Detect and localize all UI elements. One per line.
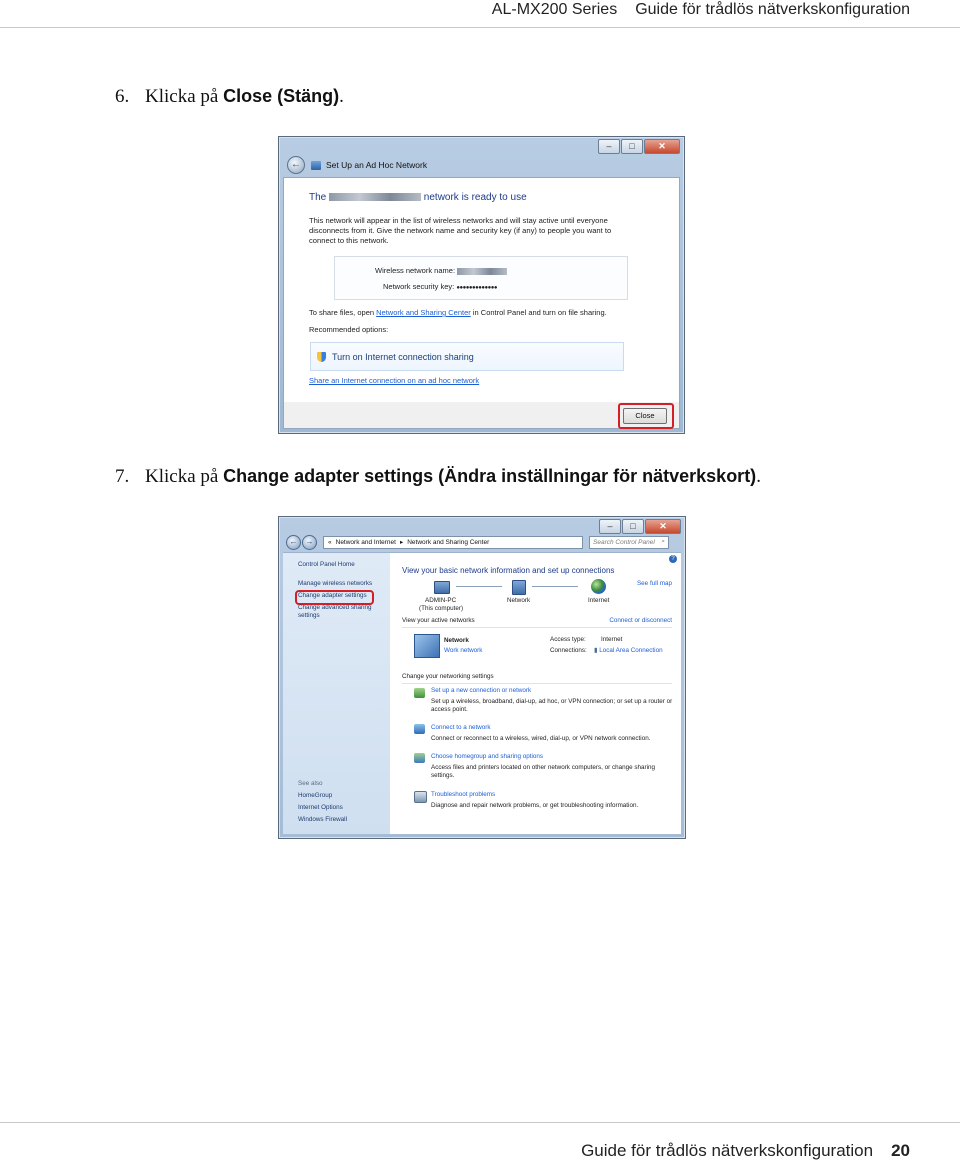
access-type-label: Access type: [550,636,586,643]
step-ui-label: Change adapter settings (Ändra inställningar för nätverkskort) [223,466,757,486]
computer-icon [434,581,450,594]
change-advanced-sharing-link-cont[interactable]: settings [298,612,320,619]
step-number: 7. [115,466,130,487]
forward-arrow-icon[interactable]: → [302,535,317,550]
manage-wireless-link[interactable]: Manage wireless networks [298,580,373,587]
access-type-value: Internet [601,636,623,643]
step-ui-label: Close (Stäng) [223,86,340,106]
map-network-label: Network [507,597,531,604]
network-name-label: Wireless network name: [375,266,456,275]
troubleshoot-desc: Diagnose and repair network problems, or get troubleshooting information. [431,802,639,809]
breadcrumb-network-internet[interactable]: Network and Internet [335,538,396,546]
screenshot-adhoc-dialog [278,136,685,434]
close-icon[interactable]: ✕ [645,519,681,534]
screenshot-network-sharing-center [278,516,686,839]
breadcrumb-overflow[interactable]: « [328,538,332,546]
new-connection-icon [414,688,425,698]
page-header [474,0,910,20]
dialog-heading [309,192,527,203]
help-icon[interactable]: ? [669,555,677,563]
back-arrow-icon[interactable]: ← [286,535,301,550]
shield-icon [317,352,326,362]
close-icon[interactable]: ✕ [644,139,680,154]
homegroup-link[interactable]: HomeGroup [298,792,333,799]
homegroup-icon [414,753,425,763]
main-pane [390,552,681,834]
footer-guide: Guide för trådlös nätverkskonfiguration [581,1141,874,1160]
change-advanced-sharing-link[interactable]: Change advanced sharing [298,604,372,611]
globe-icon [591,579,606,594]
left-pane [283,552,390,834]
maximize-icon[interactable]: □ [622,519,644,534]
dialog-description: This network will appear in the list of wireless networks and will stay active until everyone disconnects from it. Give the network name and security key (if any) to people you want to connect to this network. [309,216,612,245]
step-text: Klicka på [145,466,224,487]
network-icon [311,161,321,170]
share-adhoc-link[interactable]: Share an Internet connection on an ad hoc network [309,376,480,385]
section-divider [402,627,672,628]
homegroup-options-desc: Access files and printers located on other network computers, or change sharing [431,764,656,771]
dialog-body [283,177,680,403]
security-key-value: ●●●●●●●●●●●●● [456,285,497,291]
header-divider [0,27,960,28]
address-bar [283,533,681,551]
homegroup-options-link[interactable]: Choose homegroup and sharing options [431,753,544,760]
work-network-icon [414,634,440,658]
change-adapter-highlight [295,590,374,605]
connect-network-icon [414,724,425,734]
internet-options-link[interactable]: Internet Options [298,804,343,811]
connect-network-link[interactable]: Connect to a network [431,724,491,731]
page-footer [581,1141,910,1161]
troubleshoot-link[interactable]: Troubleshoot problems [431,791,496,798]
step-period: . [339,86,344,107]
step-6 [115,86,344,108]
homegroup-options-desc-cont: settings. [431,772,455,779]
blurred-network-name-value [457,268,507,275]
close-button[interactable]: Close [623,408,667,424]
window-controls [599,519,681,534]
step-7 [115,466,761,488]
dialog-header [283,153,680,177]
setup-connection-link[interactable]: Set up a new connection or network [431,687,532,694]
header-product: AL-MX200 Series [491,1,618,18]
share-prefix: To share files, open [309,308,375,317]
network-type-link[interactable]: Work network [444,647,483,654]
pc-subtitle: (This computer) [419,605,464,612]
connect-network-desc: Connect or reconnect to a wireless, wired, dial-up, or VPN network connection. [431,735,651,742]
footer-divider [0,1122,960,1123]
step-number: 6. [115,86,130,107]
close-highlight [618,403,674,429]
step-text: Klicka på [145,86,224,107]
control-panel-home-link[interactable]: Control Panel Home [298,561,355,568]
network-details-box [334,256,628,300]
ics-option[interactable] [310,342,624,371]
see-also-heading: See also [298,780,323,787]
blurred-network-name [329,193,421,201]
active-network-name: Network [444,637,469,644]
security-key-label: Network security key: [383,282,455,291]
main-title: View your basic network information and set up connections [402,566,615,575]
pc-name: ADMIN-PC [425,597,457,604]
connections-label: Connections: [550,647,587,654]
network-name-row [375,266,507,275]
step-period: . [756,466,761,487]
dialog-footer [283,402,680,429]
ics-option-label: Turn on Internet connection sharing [332,351,474,362]
connect-disconnect-link[interactable]: Connect or disconnect [609,617,672,624]
network-sharing-center-link[interactable]: Network and Sharing Center [376,308,471,317]
windows-firewall-link[interactable]: Windows Firewall [298,816,347,823]
page-number: 20 [891,1141,910,1160]
troubleshoot-icon [414,791,427,803]
share-files-text [309,308,607,317]
minimize-icon[interactable]: – [598,139,620,154]
map-internet-label: Internet [588,597,610,604]
back-arrow-icon[interactable]: ← [287,156,305,174]
search-placeholder: Search Control Panel [593,538,655,546]
change-settings-heading: Change your networking settings [402,673,494,680]
breadcrumb[interactable] [323,536,583,549]
share-suffix: in Control Panel and turn on file sharing. [472,308,607,317]
dialog-title: Set Up an Ad Hoc Network [326,160,428,170]
map-connector [456,586,502,587]
heading-suffix: network is ready to use [423,192,527,203]
header-guide: Guide för trådlös nätverkskonfiguration [635,1,910,18]
minimize-icon[interactable]: – [599,519,621,534]
see-full-map-link[interactable]: See full map [636,580,672,587]
connection-icon: ▮ [594,647,600,654]
section-divider [402,683,672,684]
breadcrumb-separator: ▸ [399,539,404,546]
window-controls [598,139,680,154]
setup-connection-desc-cont: access point. [431,706,468,713]
map-connector [532,586,578,587]
search-input[interactable] [589,536,669,549]
security-key-row [383,282,497,291]
local-area-connection-link[interactable] [594,647,663,655]
maximize-icon[interactable]: □ [621,139,643,154]
search-icon: ⌕ [661,538,665,545]
breadcrumb-current[interactable]: Network and Sharing Center [407,538,490,546]
heading-prefix: The [309,192,327,203]
active-networks-heading: View your active networks [402,617,475,624]
network-icon [512,580,526,595]
setup-connection-desc: Set up a wireless, broadband, dial-up, ad hoc, or VPN connection; or set up a router or [431,698,673,705]
change-adapter-settings-link[interactable]: Change adapter settings [298,592,367,599]
connection-name: Local Area Connection [599,647,663,654]
recommended-label: Recommended options: [309,325,389,334]
